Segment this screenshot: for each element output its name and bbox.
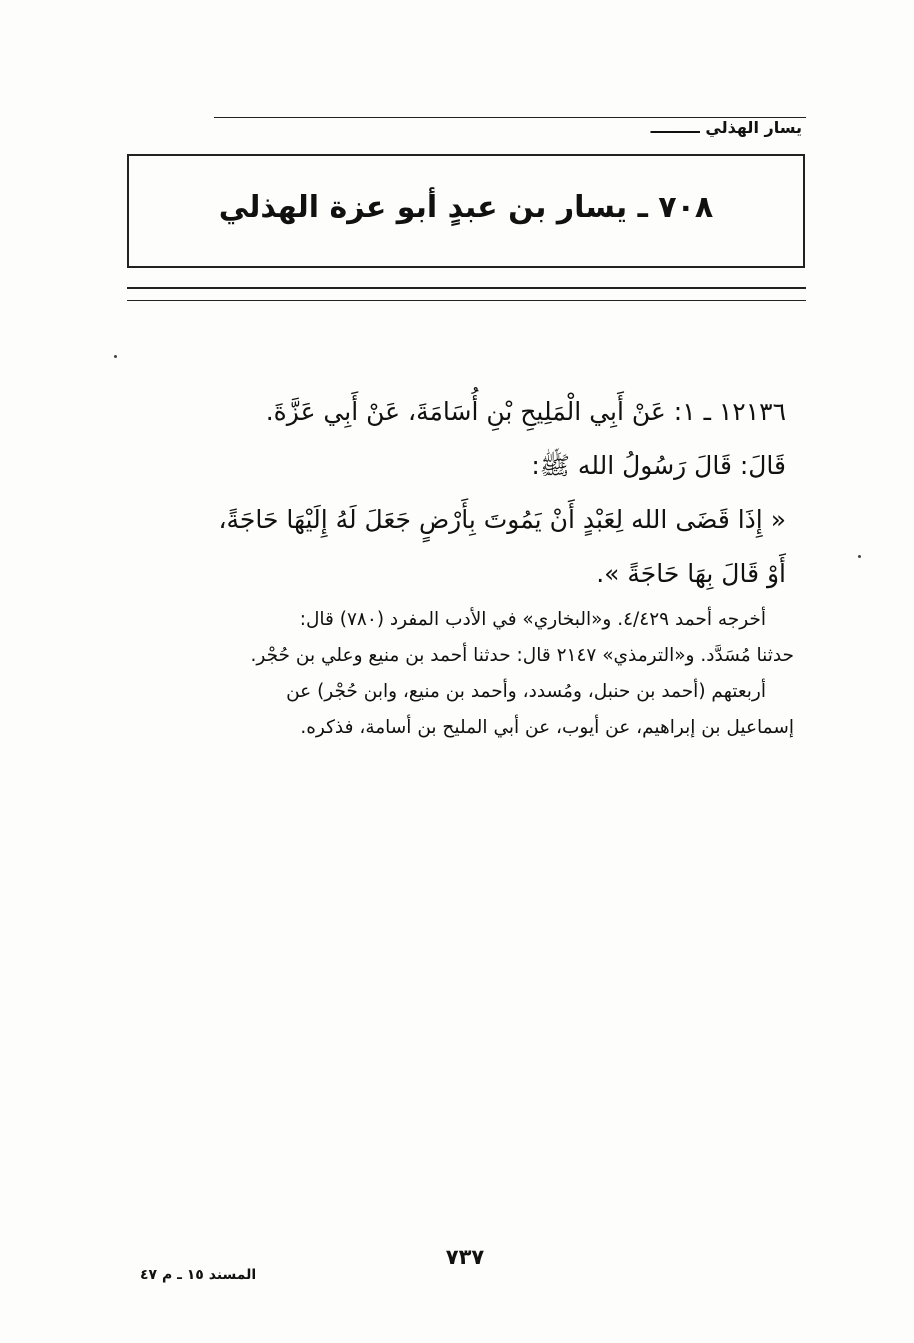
scan-speck	[114, 355, 117, 358]
hadith-line: « إِذَا قَضَى الله لِعَبْدٍ أَنْ يَمُوتَ بِأَرْضٍ جَعَلَ لَهُ إِلَيْهَا حَاجَةً،	[218, 505, 786, 534]
hadith-line: قَالَ: قَالَ رَسُولُ الله ﷺ:	[531, 451, 786, 480]
title-rule-bottom	[127, 300, 806, 301]
page-number: ٧٣٧	[445, 1245, 485, 1269]
entry-title: ٧٠٨ ـ يسار بن عبدٍ أبو عزة الهذلي	[218, 190, 714, 225]
hadith-line: ١٢١٣٦ ـ ١: عَنْ أَبِي الْمَلِيحِ بْنِ أُسَامَةَ، عَنْ أَبِي عَزَّةَ.	[265, 397, 786, 426]
title-box	[127, 154, 805, 268]
takhrij-line: حدثنا مُسَدَّد. و«الترمذي» ٢١٤٧ قال: حدثنا أحمد بن منيع وعلي بن حُجْر.	[250, 645, 794, 666]
running-header: يسار الهذلي ـــــــــ	[650, 118, 802, 137]
takhrij-line: إسماعيل بن إبراهيم، عن أيوب، عن أبي المليح بن أسامة، فذكره.	[300, 717, 794, 738]
takhrij-text	[100, 602, 794, 746]
scan-speck	[858, 555, 861, 558]
hadith-text	[100, 385, 786, 601]
takhrij-line: أربعتهم (أحمد بن حنبل، ومُسدد، وأحمد بن منيع، وابن حُجْر) عن	[286, 681, 766, 702]
title-rule-top	[127, 287, 806, 289]
hadith-line: أَوْ قَالَ بِهَا حَاجَةً ».	[596, 559, 786, 588]
takhrij-line: أخرجه أحمد ٤/٤٢٩. و«البخاري» في الأدب المفرد (٧٨٠) قال:	[299, 609, 766, 630]
footer-signature: المسند ١٥ ـ م ٤٧	[140, 1267, 257, 1283]
